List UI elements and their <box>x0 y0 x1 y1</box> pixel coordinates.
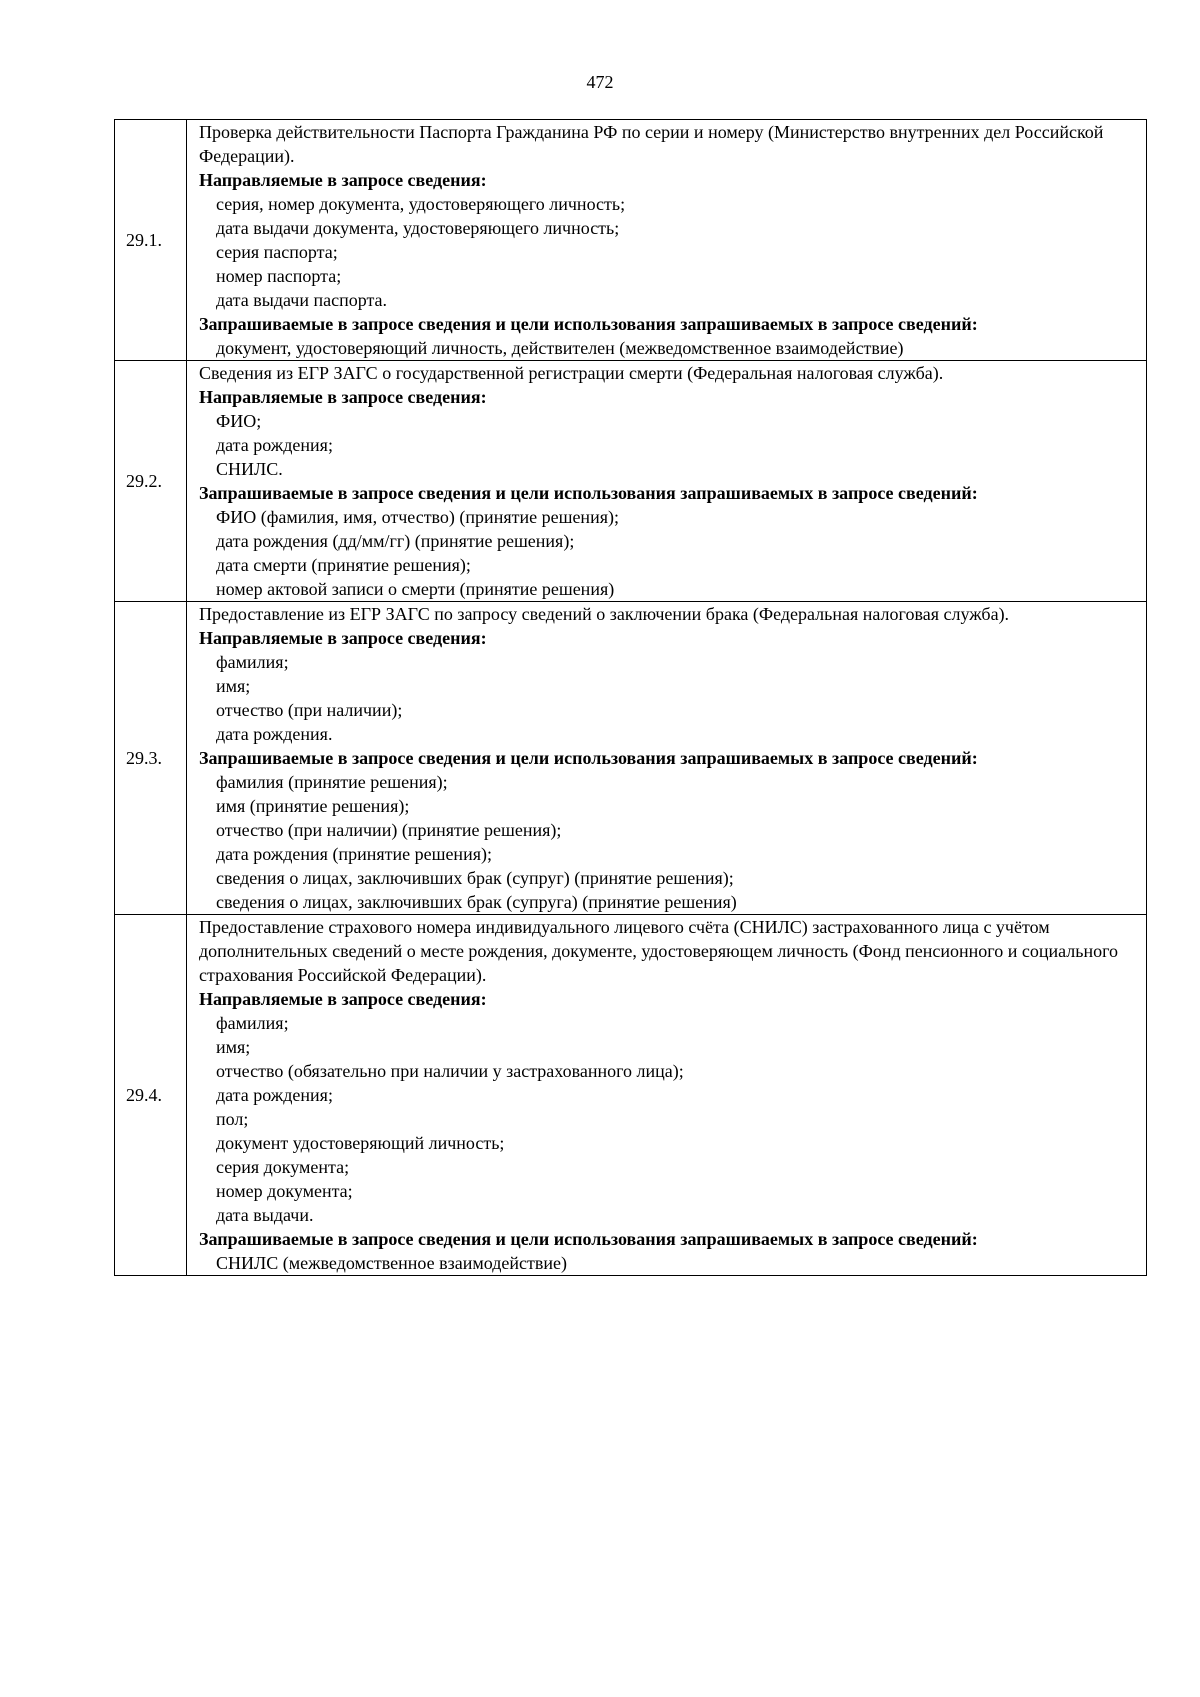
row-number: 29.1. <box>115 120 187 361</box>
table-row <box>115 120 1147 361</box>
list-item: СНИЛС (межведомственное взаимодействие) <box>216 1253 567 1273</box>
list-item: дата смерти (принятие решения); <box>216 555 471 575</box>
list-item: фамилия; <box>216 1013 289 1033</box>
table-row <box>115 915 1147 1276</box>
table-row <box>115 361 1147 602</box>
list-item: имя (принятие решения); <box>216 796 410 816</box>
list-item: дата рождения (дд/мм/гг) (принятие решения); <box>216 531 575 551</box>
row-content <box>187 915 1147 1276</box>
list-item: имя; <box>216 1037 251 1057</box>
list-item: серия паспорта; <box>216 242 338 262</box>
list-item: дата рождения. <box>216 724 333 744</box>
list-item: номер документа; <box>216 1181 353 1201</box>
sent-header: Направляемые в запросе сведения: <box>199 989 487 1009</box>
list-item: сведения о лицах, заключивших брак (супруга) (принятие решения) <box>216 892 737 912</box>
list-item: дата выдачи. <box>216 1205 314 1225</box>
requested-header: Запрашиваемые в запросе сведения и цели использования запрашиваемых в запросе сведений: <box>199 748 978 768</box>
list-item: документ, удостоверяющий личность, действителен (межведомственное взаимодействие) <box>216 338 904 358</box>
list-item: сведения о лицах, заключивших брак (супруг) (принятие решения); <box>216 868 734 888</box>
list-item: дата рождения; <box>216 435 333 455</box>
list-item: дата выдачи паспорта. <box>216 290 388 310</box>
row-number: 29.2. <box>115 361 187 602</box>
list-item: серия, номер документа, удостоверяющего личность; <box>216 194 626 214</box>
sent-header: Направляемые в запросе сведения: <box>199 628 487 648</box>
services-table <box>114 119 1147 1276</box>
list-item: имя; <box>216 676 251 696</box>
table-row <box>115 602 1147 915</box>
list-item: отчество (при наличии); <box>216 700 403 720</box>
list-item: пол; <box>216 1109 249 1129</box>
list-item: серия документа; <box>216 1157 350 1177</box>
service-title: Сведения из ЕГР ЗАГС о государственной регистрации смерти (Федеральная налоговая служба). <box>199 363 944 383</box>
row-content <box>187 602 1147 915</box>
list-item: номер актовой записи о смерти (принятие решения) <box>216 579 615 599</box>
service-title: Проверка действительности Паспорта Гражданина РФ по серии и номеру (Министерство внутренних дел Российской Федерации). <box>199 122 1104 166</box>
row-content <box>187 361 1147 602</box>
sent-header: Направляемые в запросе сведения: <box>199 387 487 407</box>
list-item: номер паспорта; <box>216 266 342 286</box>
list-item: дата рождения; <box>216 1085 333 1105</box>
requested-header: Запрашиваемые в запросе сведения и цели использования запрашиваемых в запросе сведений: <box>199 1229 978 1249</box>
table-body <box>115 120 1147 1276</box>
list-item: фамилия (принятие решения); <box>216 772 448 792</box>
list-item: ФИО; <box>216 411 262 431</box>
requested-header: Запрашиваемые в запросе сведения и цели использования запрашиваемых в запросе сведений: <box>199 314 978 334</box>
row-content <box>187 120 1147 361</box>
list-item: ФИО (фамилия, имя, отчество) (принятие решения); <box>216 507 619 527</box>
list-item: фамилия; <box>216 652 289 672</box>
requested-header: Запрашиваемые в запросе сведения и цели использования запрашиваемых в запросе сведений: <box>199 483 978 503</box>
row-number: 29.3. <box>115 602 187 915</box>
row-number: 29.4. <box>115 915 187 1276</box>
sent-header: Направляемые в запросе сведения: <box>199 170 487 190</box>
list-item: отчество (обязательно при наличии у застрахованного лица); <box>216 1061 684 1081</box>
list-item: отчество (при наличии) (принятие решения); <box>216 820 562 840</box>
page-number: 472 <box>586 72 614 92</box>
service-title: Предоставление страхового номера индивидуального лицевого счёта (СНИЛС) застрахованного лица с учётом дополнительных сведений о месте рождения, документе, удостоверяющем личность (Фонд пенсионного и социального страхования Российской Федерации). <box>199 917 1119 985</box>
list-item: СНИЛС. <box>216 459 283 479</box>
list-item: дата выдачи документа, удостоверяющего личность; <box>216 218 620 238</box>
list-item: дата рождения (принятие решения); <box>216 844 492 864</box>
list-item: документ удостоверяющий личность; <box>216 1133 505 1153</box>
service-title: Предоставление из ЕГР ЗАГС по запросу сведений о заключении брака (Федеральная налоговая служба). <box>199 604 1010 624</box>
